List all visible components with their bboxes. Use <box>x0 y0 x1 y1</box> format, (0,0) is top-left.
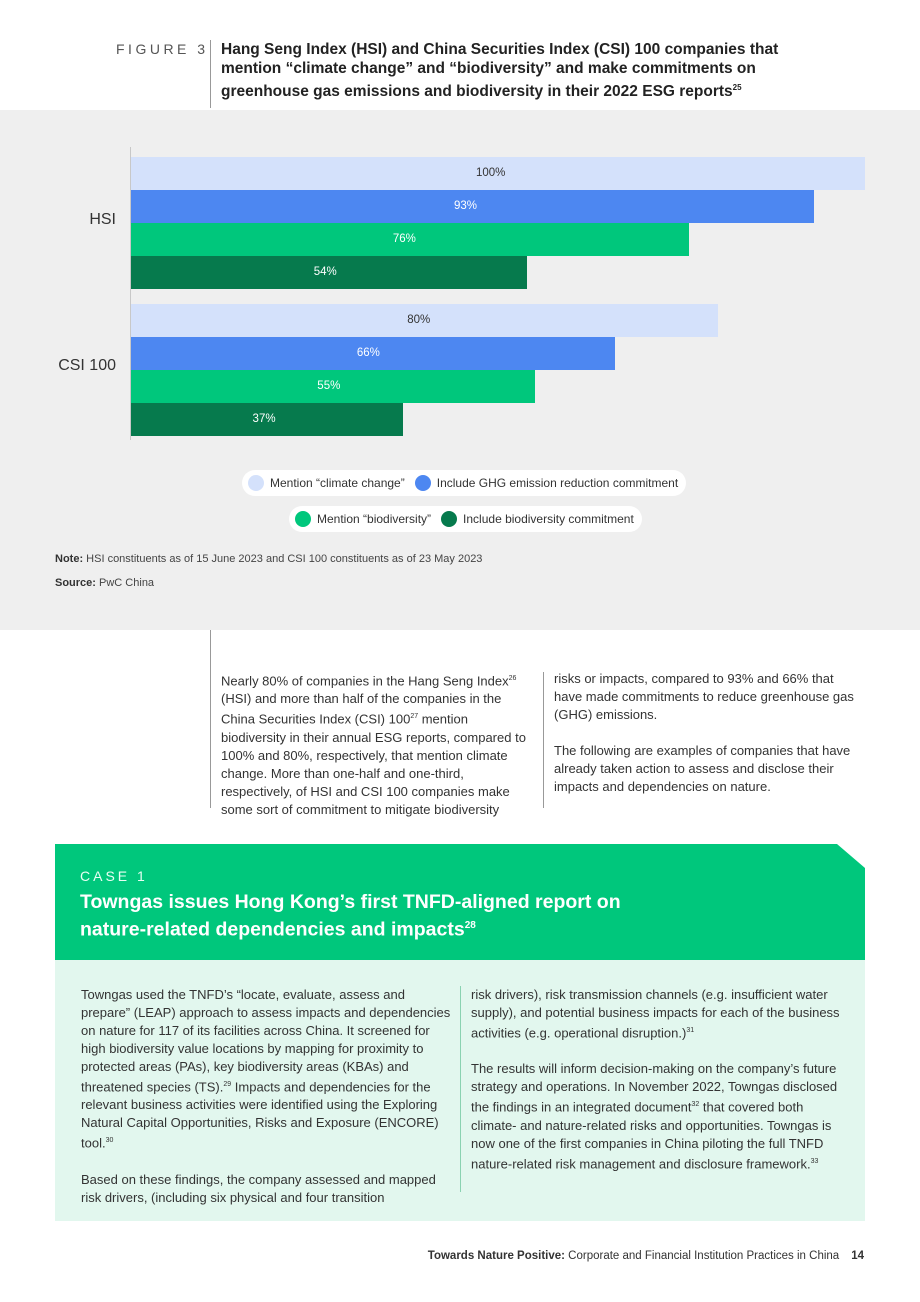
case-label: CASE 1 <box>80 868 148 884</box>
data-label-csi-100-series-3: 55% <box>317 380 341 392</box>
case-title <box>80 891 680 942</box>
body-column-left <box>221 670 526 837</box>
legend-row-1 <box>242 470 686 496</box>
note-text: HSI constituents as of 15 June 2023 and CSI 100 constituents as of 23 May 2023 <box>86 553 483 565</box>
footnote-ref: 26 <box>508 675 517 682</box>
category-label-csi-100: CSI 100 <box>58 357 116 374</box>
data-label-csi-100-series-1: 80% <box>407 314 431 326</box>
footnote-ref: 27 <box>410 713 419 721</box>
body-column-right <box>554 670 864 814</box>
data-label-hsi-series-2: 93% <box>453 200 477 212</box>
figure-label: FIGURE 3 <box>116 41 209 57</box>
legend-swatch-bio-commitment <box>441 511 457 527</box>
category-label-hsi: HSI <box>89 211 116 228</box>
body-paragraph: risks or impacts, compared to 93% and 66% that have made commitments to reduce greenhouse gas (GHG) emissions. <box>554 671 854 722</box>
source-text: PwC China <box>99 577 155 589</box>
data-label-hsi-series-3: 76% <box>392 233 416 245</box>
data-label-hsi-series-4: 54% <box>313 266 337 278</box>
case-text: that covered both climate- and nature-related risks and opportunities. Towngas is now one of the first companies in China piloting the full TNFD nature-related risk management and disclosure framework. <box>471 1099 832 1171</box>
case-paragraph <box>81 986 451 1153</box>
case-column-right <box>471 986 841 1191</box>
legend-label-ghg: Include GHG emission reduction commitment <box>436 476 679 490</box>
figure-title <box>221 40 781 101</box>
case-text: risk drivers), risk transmission channels (e.g. insufficient water supply), and potential business impacts for each of the business activities (e.g. operational disruption.) <box>471 987 840 1041</box>
footer-report-title: Towards Nature Positive: <box>427 1250 565 1262</box>
case-title-text: Towngas issues Hong Kong’s first TNFD-aligned report on nature-related dependencies and impacts <box>80 891 621 941</box>
figure-divider <box>210 40 211 108</box>
source-label: Source: <box>55 577 96 589</box>
data-label-csi-100-series-2: 66% <box>356 347 380 359</box>
legend-label-biodiversity: Mention “biodiversity” <box>317 512 432 526</box>
case-column-left <box>81 986 451 1225</box>
body-divider-left <box>210 630 211 808</box>
body-paragraph <box>221 670 526 819</box>
legend-item-ghg <box>415 475 678 491</box>
chart-source <box>55 577 154 589</box>
body-text: mention biodiversity in their annual ESG reports, compared to 100% and 80%, respectively, that mention climate change. More than one-half and one-third, respectively, of HSI and CSI 100 companies make some sort of commitment to mitigate biodiversity <box>221 711 526 817</box>
footnote-ref: 30 <box>105 1137 114 1145</box>
note-label: Note: <box>55 553 84 565</box>
body-divider-right <box>543 672 544 808</box>
case-text: Towngas used the TNFD’s “locate, evaluate, assess and prepare” (LEAP) approach to assess impacts and dependencies on nature for 117 of its facilities across China. It screened for high biodiversity value locations by mapping for proximity to protected areas (PAs), key biodiversity areas (KBAs) and threatened species (TS). <box>81 987 451 1095</box>
footnote-ref: 31 <box>686 1027 695 1034</box>
body-paragraph: The following are examples of companies that have already taken action to assess and disclose their impacts and dependencies on nature. <box>554 743 851 794</box>
figure-title-text: Hang Seng Index (HSI) and China Securities Index (CSI) 100 companies that mention “climate change” and “biodiversity” and make commitments on greenhouse gas emissions and biodiversity in their 2022 ESG reports <box>221 41 779 101</box>
footer-subtitle: Corporate and Financial Institution Practices in China <box>564 1250 840 1262</box>
body-text: (HSI) and more than half of the companies in the China Securities Index (CSI) 100 <box>221 691 502 727</box>
page-number: 14 <box>851 1250 864 1262</box>
data-label-csi-100-series-4: 37% <box>252 413 276 425</box>
case-divider <box>460 986 461 1192</box>
legend-item-biodiversity <box>295 511 431 527</box>
legend-swatch-ghg <box>415 475 431 491</box>
legend-row-2 <box>289 506 642 532</box>
case-text: The results will inform decision-making on the company’s future strategy and operations. In November 2022, Towngas disclosed the findings in an integrated document <box>471 1061 838 1115</box>
legend-item-climate <box>248 475 405 491</box>
footnote-ref: 32 <box>691 1101 700 1109</box>
page-footer <box>428 1250 864 1262</box>
legend-item-bio-commitment <box>441 511 634 527</box>
case-paragraph <box>471 1060 841 1173</box>
footnote-ref: 29 <box>223 1081 232 1088</box>
data-label-hsi-series-1: 100% <box>475 167 506 179</box>
legend-label-climate: Mention “climate change” <box>270 476 405 490</box>
case-title-ref: 28 <box>464 920 476 931</box>
case-text: Impacts and dependencies for the relevant business activities were identified using the Exploring Natural Capital Opportunities, Risks and Exposure (ENCORE) tool. <box>81 1079 439 1151</box>
body-text: Nearly 80% of companies in the Hang Seng Index <box>221 673 509 689</box>
figure-title-ref: 25 <box>732 83 742 92</box>
case-paragraph <box>471 986 841 1042</box>
case-paragraph: Based on these findings, the company assessed and mapped risk drivers, (including six physical and four transition <box>81 1171 436 1205</box>
chart-note <box>55 553 482 565</box>
footnote-ref: 33 <box>810 1157 819 1165</box>
legend-swatch-biodiversity <box>295 511 311 527</box>
legend-label-bio-commitment: Include biodiversity commitment <box>463 512 634 526</box>
legend-swatch-climate <box>248 475 264 491</box>
